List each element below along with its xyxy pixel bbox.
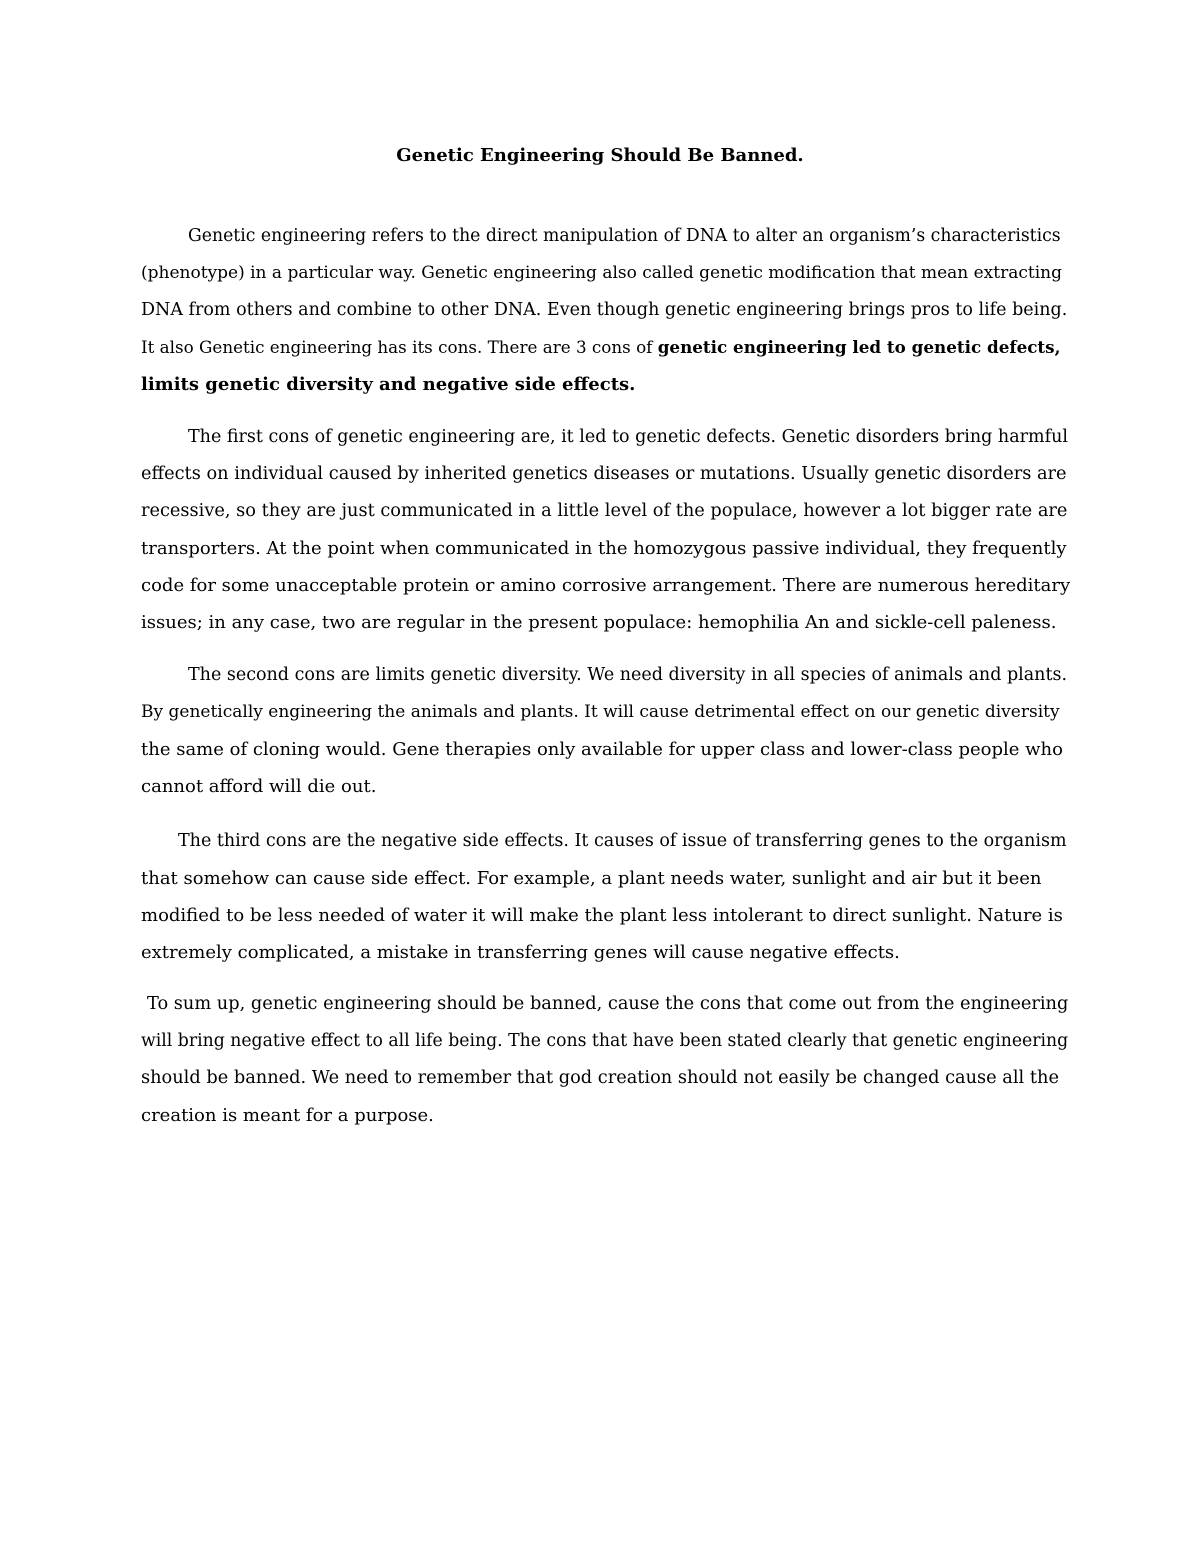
text-line: To sum up, genetic engineering should be banned, cause the cons that come out from the engineering bbox=[147, 994, 1069, 1014]
text-line: The first cons of genetic engineering are, it led to genetic defects. Genetic disorders bring harmful bbox=[188, 427, 1068, 447]
text-line: should be banned. We need to remember that god creation should not easily be changed cause all the bbox=[141, 1068, 1059, 1088]
text-line: cannot afford will die out. bbox=[141, 776, 377, 797]
paragraph-side-effects bbox=[141, 823, 1071, 971]
text-line: the same of cloning would. Gene therapies only available for upper class and lower-class people who bbox=[141, 739, 1063, 760]
text-line: that somehow can cause side effect. For example, a plant needs water, sunlight and air but it been bbox=[141, 868, 1042, 889]
text-line: modified to be less needed of water it will make the plant less intolerant to direct sunlight. Nature is bbox=[141, 905, 1063, 926]
text-line bbox=[141, 366, 1071, 403]
paragraph-conclusion bbox=[141, 986, 1071, 1134]
text-line: (phenotype) in a particular way. Genetic engineering also called genetic modification that mean extracting bbox=[141, 263, 1062, 283]
paragraph-genetic-defects bbox=[141, 419, 1071, 641]
text-line: Genetic engineering refers to the direct manipulation of DNA to alter an organism’s characteristics bbox=[188, 226, 1061, 246]
document-title: Genetic Engineering Should Be Banned. bbox=[396, 145, 804, 166]
text-line: code for some unacceptable protein or amino corrosive arrangement. There are numerous hereditary bbox=[141, 575, 1071, 596]
text-line: effects on individual caused by inherited genetics diseases or mutations. Usually genetic disorders are bbox=[141, 464, 1067, 484]
text-line: DNA from others and combine to other DNA. Even though genetic engineering brings pros to life being. bbox=[141, 300, 1068, 320]
text-line bbox=[141, 329, 1071, 366]
text-line: recessive, so they are just communicated in a little level of the populace, however a lot bigger rate are bbox=[141, 501, 1068, 521]
paragraph-genetic-diversity bbox=[141, 657, 1071, 805]
text-segment: It also Genetic engineering has its cons. There are 3 cons of bbox=[141, 337, 658, 357]
text-line: issues; in any case, two are regular in the present populace: hemophilia An and sickle-cell paleness. bbox=[141, 612, 1057, 633]
text-line: extremely complicated, a mistake in transferring genes will cause negative effects. bbox=[141, 942, 900, 963]
text-line: By genetically engineering the animals and plants. It will cause detrimental effect on our genetic diversity bbox=[141, 702, 1060, 722]
text-line: creation is meant for a purpose. bbox=[141, 1105, 434, 1126]
text-line: The second cons are limits genetic diversity. We need diversity in all species of animals and plants. bbox=[188, 665, 1068, 685]
text-line: transporters. At the point when communicated in the homozygous passive individual, they frequently bbox=[141, 538, 1067, 559]
text-line: The third cons are the negative side effects. It causes of issue of transferring genes to the organism bbox=[178, 831, 1067, 851]
text-line: will bring negative effect to all life being. The cons that have been stated clearly that genetic engineering bbox=[141, 1031, 1069, 1051]
bold-thesis-part-2: limits genetic diversity and negative side effects. bbox=[141, 374, 636, 395]
paragraph-introduction bbox=[141, 218, 1071, 403]
bold-thesis-part-1: genetic engineering led to genetic defects, bbox=[657, 337, 1061, 357]
